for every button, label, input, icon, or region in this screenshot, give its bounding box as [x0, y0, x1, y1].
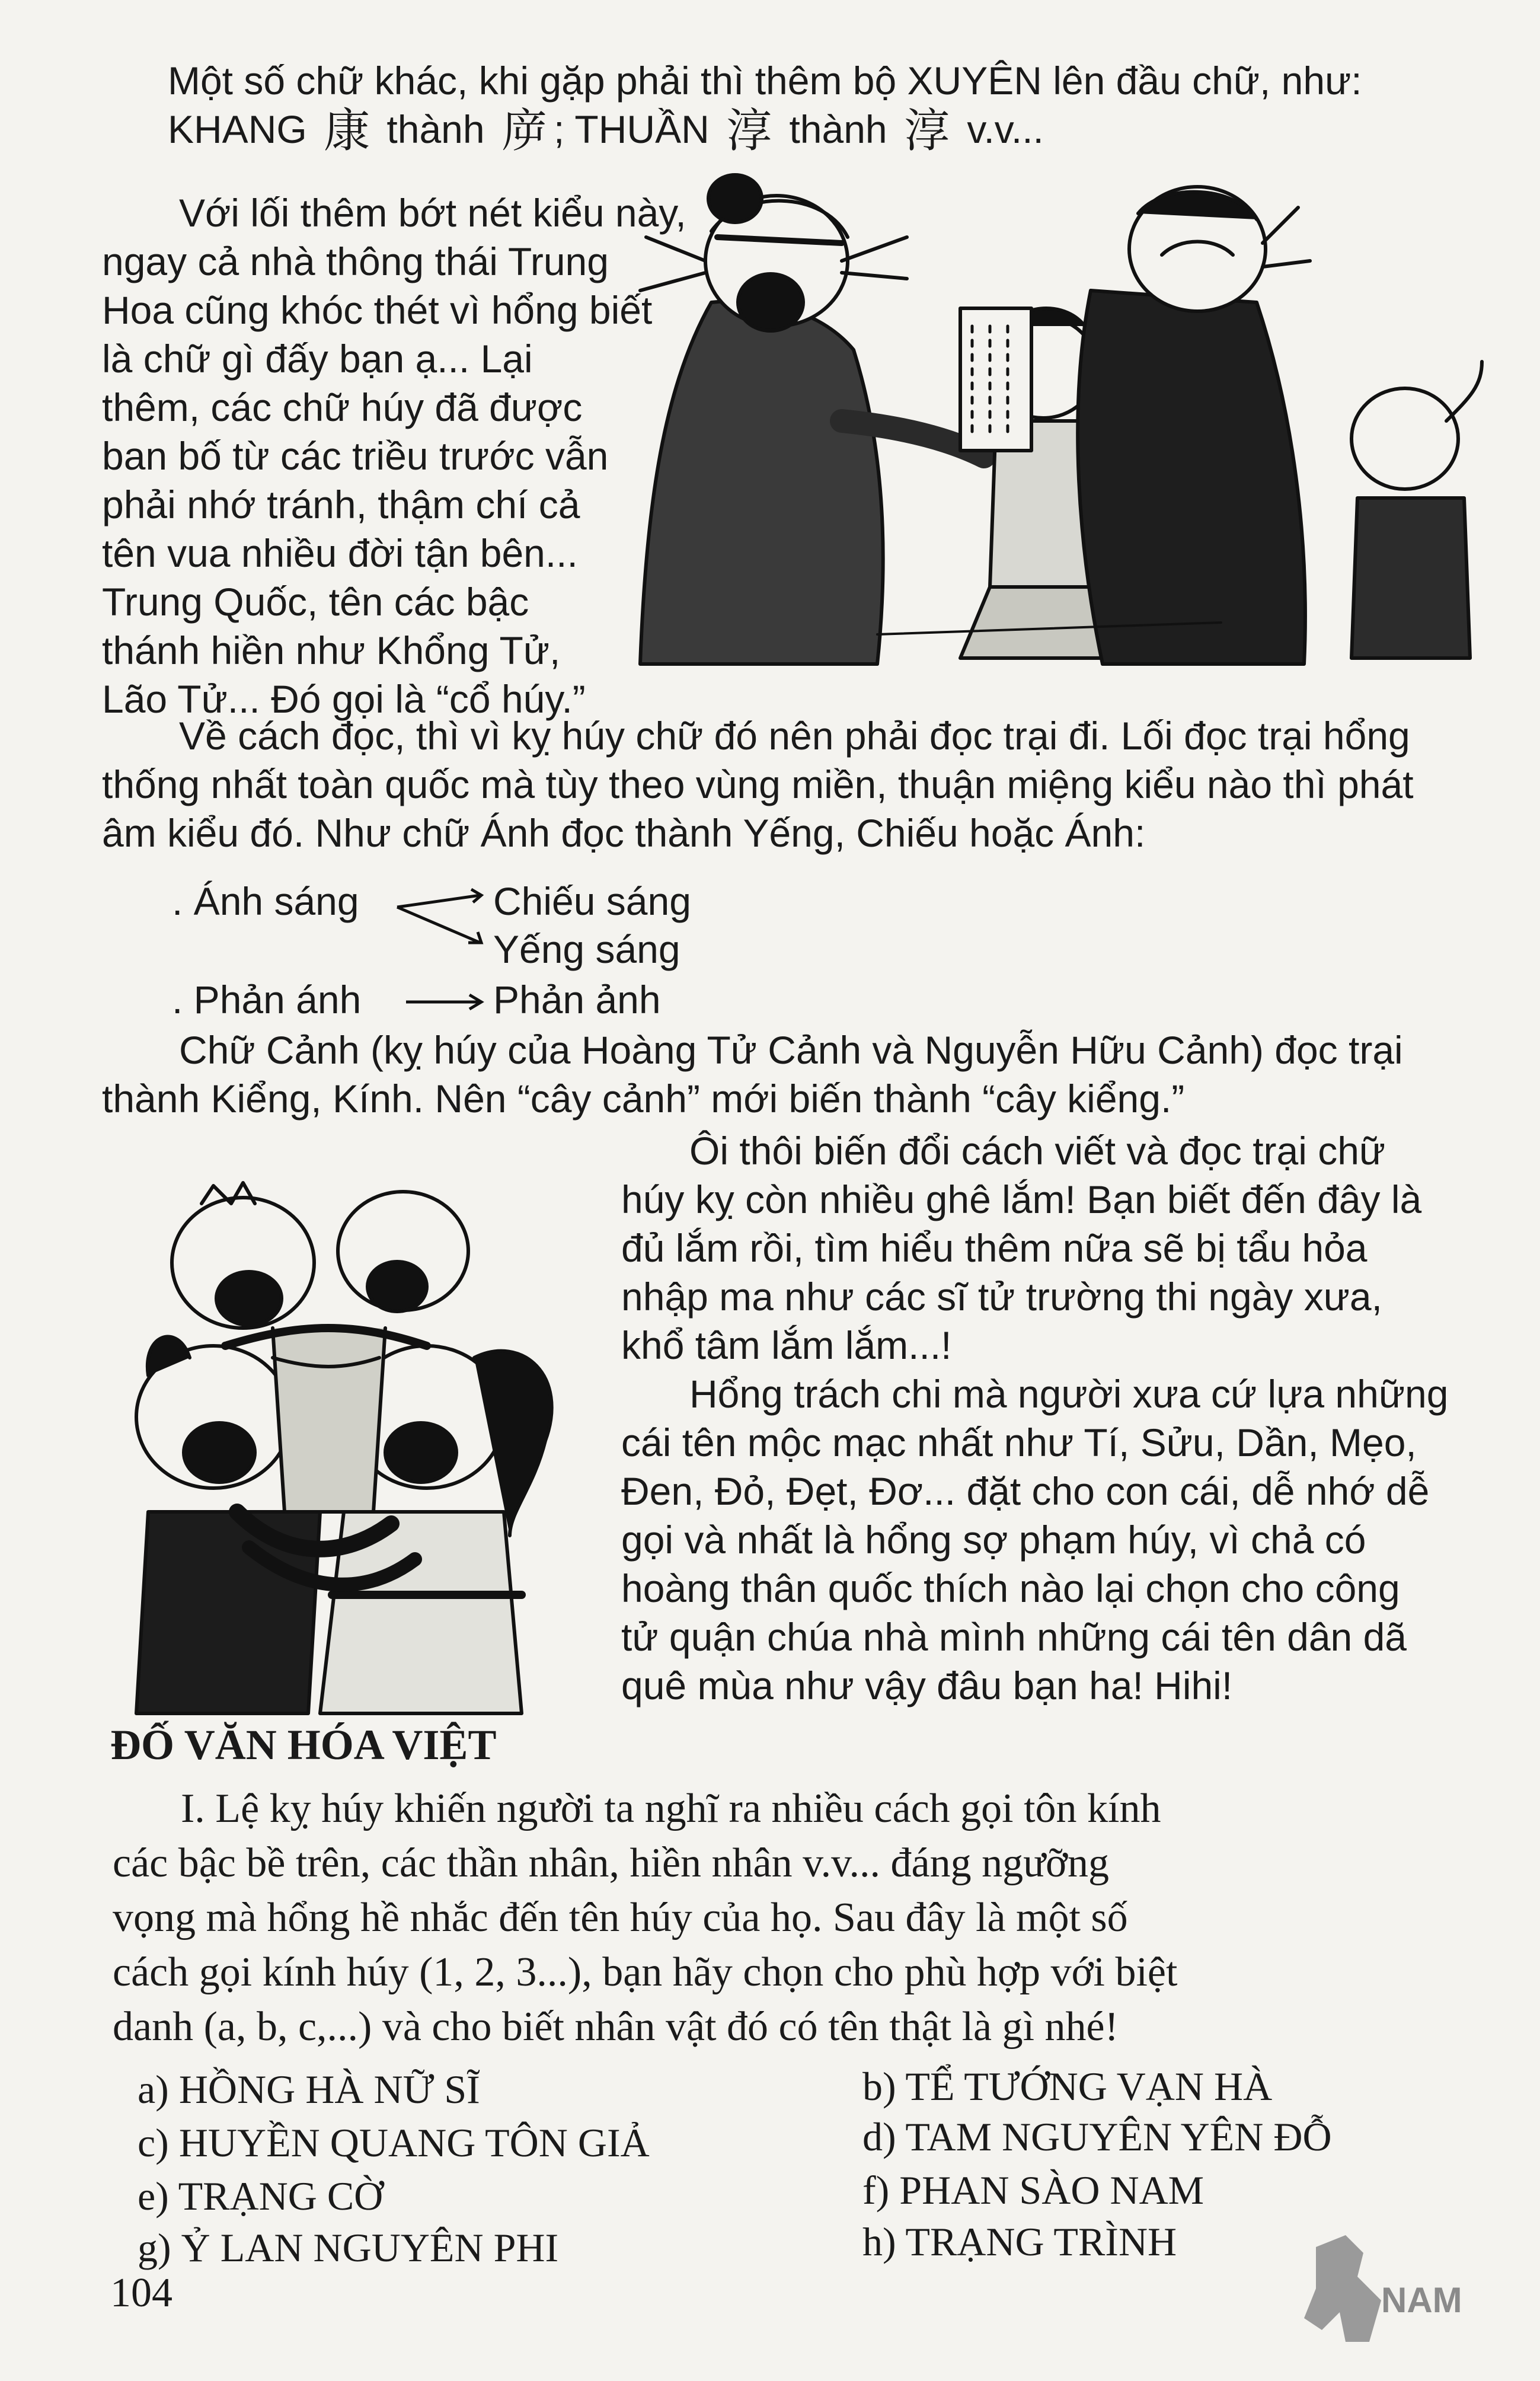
example-yeng-sang: Yếng sáng	[493, 927, 680, 971]
paragraph-1-line: phải nhớ tránh, thậm chí cả	[102, 483, 580, 526]
intro-paragraph	[168, 56, 1362, 155]
question-line: I. Lệ kỵ húy khiến người ta nghĩ ra nhiều cách gọi tôn kính	[181, 1786, 1161, 1831]
paragraph-1-line: thánh hiền như Khổng Tử,	[102, 628, 561, 672]
paragraph-1-line: Trung Quốc, tên các bậc	[102, 580, 529, 624]
paragraph-2	[102, 711, 1414, 857]
arrow-icon	[403, 989, 486, 1013]
paragraph-2-line: Về cách đọc, thì vì kỵ húy chữ đó nên phải đọc trại đi. Lối đọc trại hổng	[179, 714, 1410, 758]
paragraph-5-line: Đen, Đỏ, Đẹt, Đơ... đặt cho con cái, dễ nhớ dễ	[621, 1469, 1430, 1513]
paragraph-5-line: hoàng thân quốc thích nào lại chọn cho công	[621, 1566, 1400, 1610]
question-line: vọng mà hổng hề nhắc đến tên húy của họ. Sau đây là một số	[113, 1895, 1128, 1940]
option-a: a) HỒNG HÀ NỮ SĨ	[138, 2067, 480, 2112]
paragraph-4	[621, 1126, 1421, 1370]
khang-modified-character: 㡿	[501, 104, 548, 157]
thanh-label-1: thành	[386, 107, 485, 151]
paragraph-1-line: là chữ gì đấy bạn ạ... Lại	[102, 337, 533, 381]
section-heading: ĐỐ VĂN HÓA VIỆT	[110, 1721, 497, 1769]
laughing-children-illustration	[95, 1180, 616, 1737]
option-d: d) TAM NGUYÊN YÊN ĐỖ	[862, 2114, 1332, 2159]
intro-line-2	[168, 105, 1362, 155]
paragraph-3-line: thành Kiểng, Kính. Nên “cây cảnh” mới biến thành “cây kiểng.”	[102, 1077, 1185, 1121]
thuan-label: ; THUẦN	[553, 107, 710, 151]
etc-label: v.v...	[967, 107, 1044, 151]
example-phan-anh-2: Phản ảnh	[493, 978, 661, 1022]
paragraph-5	[621, 1370, 1448, 1710]
paragraph-5-line: quê mùa như vậy đâu bạn ha! Hihi!	[621, 1664, 1233, 1707]
paragraph-1-line: tên vua nhiều đời tận bên...	[102, 531, 578, 575]
paragraph-1-line: ngay cả nhà thông thái Trung	[102, 240, 609, 283]
paragraph-4-line: đủ lắm rồi, tìm hiểu thêm nữa sẽ bị tẩu hỏa	[621, 1226, 1368, 1270]
option-c: c) HUYỀN QUANG TÔN GIẢ	[138, 2120, 650, 2165]
option-e: e) TRẠNG CỜ	[138, 2173, 384, 2219]
paragraph-4-line: nhập ma như các sĩ tử trường thi ngày xưa,	[621, 1275, 1382, 1319]
question-line: cách gọi kính húy (1, 2, 3...), bạn hãy chọn cho phù hợp với biệt	[113, 1949, 1178, 1995]
paragraph-2-line: thống nhất toàn quốc mà tùy theo vùng miền, thuận miệng kiểu nào thì phát	[102, 762, 1414, 806]
option-f: f) PHAN SÀO NAM	[862, 2168, 1204, 2213]
paragraph-1-line: Hoa cũng khóc thét vì hổng biết	[102, 288, 653, 332]
paragraph-1-line: thêm, các chữ húy đã được	[102, 385, 583, 429]
crying-scholars-illustration	[628, 172, 1494, 670]
paragraph-5-line: gọi và nhất là hổng sợ phạm húy, vì chả có	[621, 1518, 1366, 1562]
publisher-logo	[1292, 2229, 1470, 2348]
page-number: 104	[110, 2270, 172, 2316]
paragraph-4-line: Ôi thôi biến đổi cách viết và đọc trại chữ	[689, 1129, 1386, 1173]
paragraph-1-line: ban bố từ các triều trước vẫn	[102, 434, 609, 478]
option-h: h) TRẠNG TRÌNH	[862, 2219, 1177, 2264]
question-line: các bậc bề trên, các thần nhân, hiền nhân v.v... đáng ngưỡng	[113, 1840, 1110, 1886]
paragraph-5-line: tử quận chúa nhà mình những cái tên dân dã	[621, 1615, 1407, 1659]
paragraph-3-line: Chữ Cảnh (kỵ húy của Hoàng Tử Cảnh và Nguyễn Hữu Cảnh) đọc trại	[179, 1028, 1403, 1072]
thanh-label-2: thành	[789, 107, 887, 151]
khang-label: KHANG	[168, 107, 307, 151]
example-anh-sang: . Ánh sáng	[172, 879, 359, 923]
arrow-icon	[391, 883, 492, 955]
question-paragraph	[113, 1782, 1177, 2054]
option-g: g) Ỷ LAN NGUYÊN PHI	[138, 2225, 559, 2270]
paragraph-4-line: khổ tâm lắm lắm...!	[621, 1323, 952, 1367]
thuan-character: 淳	[726, 104, 773, 157]
paragraph-4-line: húy kỵ còn nhiều ghê lắm! Bạn biết đến đây là	[621, 1177, 1422, 1221]
logo-text: NAM	[1381, 2280, 1462, 2320]
question-line: danh (a, b, c,...) và cho biết nhân vật đó có tên thật là gì nhé!	[113, 2004, 1119, 2050]
option-b: b) TỂ TƯỚNG VẠN HÀ	[862, 2064, 1273, 2109]
intro-line-1: Một số chữ khác, khi gặp phải thì thêm bộ XUYÊN lên đầu chữ, như:	[168, 59, 1362, 103]
example-phan-anh: . Phản ánh	[172, 978, 362, 1022]
paragraph-2-line: âm kiểu đó. Như chữ Ánh đọc thành Yếng, Chiếu hoặc Ánh:	[102, 811, 1146, 855]
paragraph-5-line: cái tên mộc mạc nhất như Tí, Sửu, Dần, Mẹo,	[621, 1421, 1417, 1464]
thuan-modified-character: 淳	[903, 104, 950, 157]
paragraph-5-line: Hổng trách chi mà người xưa cứ lựa những	[689, 1372, 1449, 1416]
example-chieu-sang: Chiếu sáng	[493, 879, 691, 923]
paragraph-1-line: Lão Tử... Đó gọi là “cổ húy.”	[102, 677, 586, 721]
paragraph-1-line: Với lối thêm bớt nét kiểu này,	[179, 191, 686, 235]
paragraph-3	[102, 1026, 1403, 1123]
khang-character: 康	[324, 104, 370, 157]
paragraph-1	[102, 189, 686, 723]
